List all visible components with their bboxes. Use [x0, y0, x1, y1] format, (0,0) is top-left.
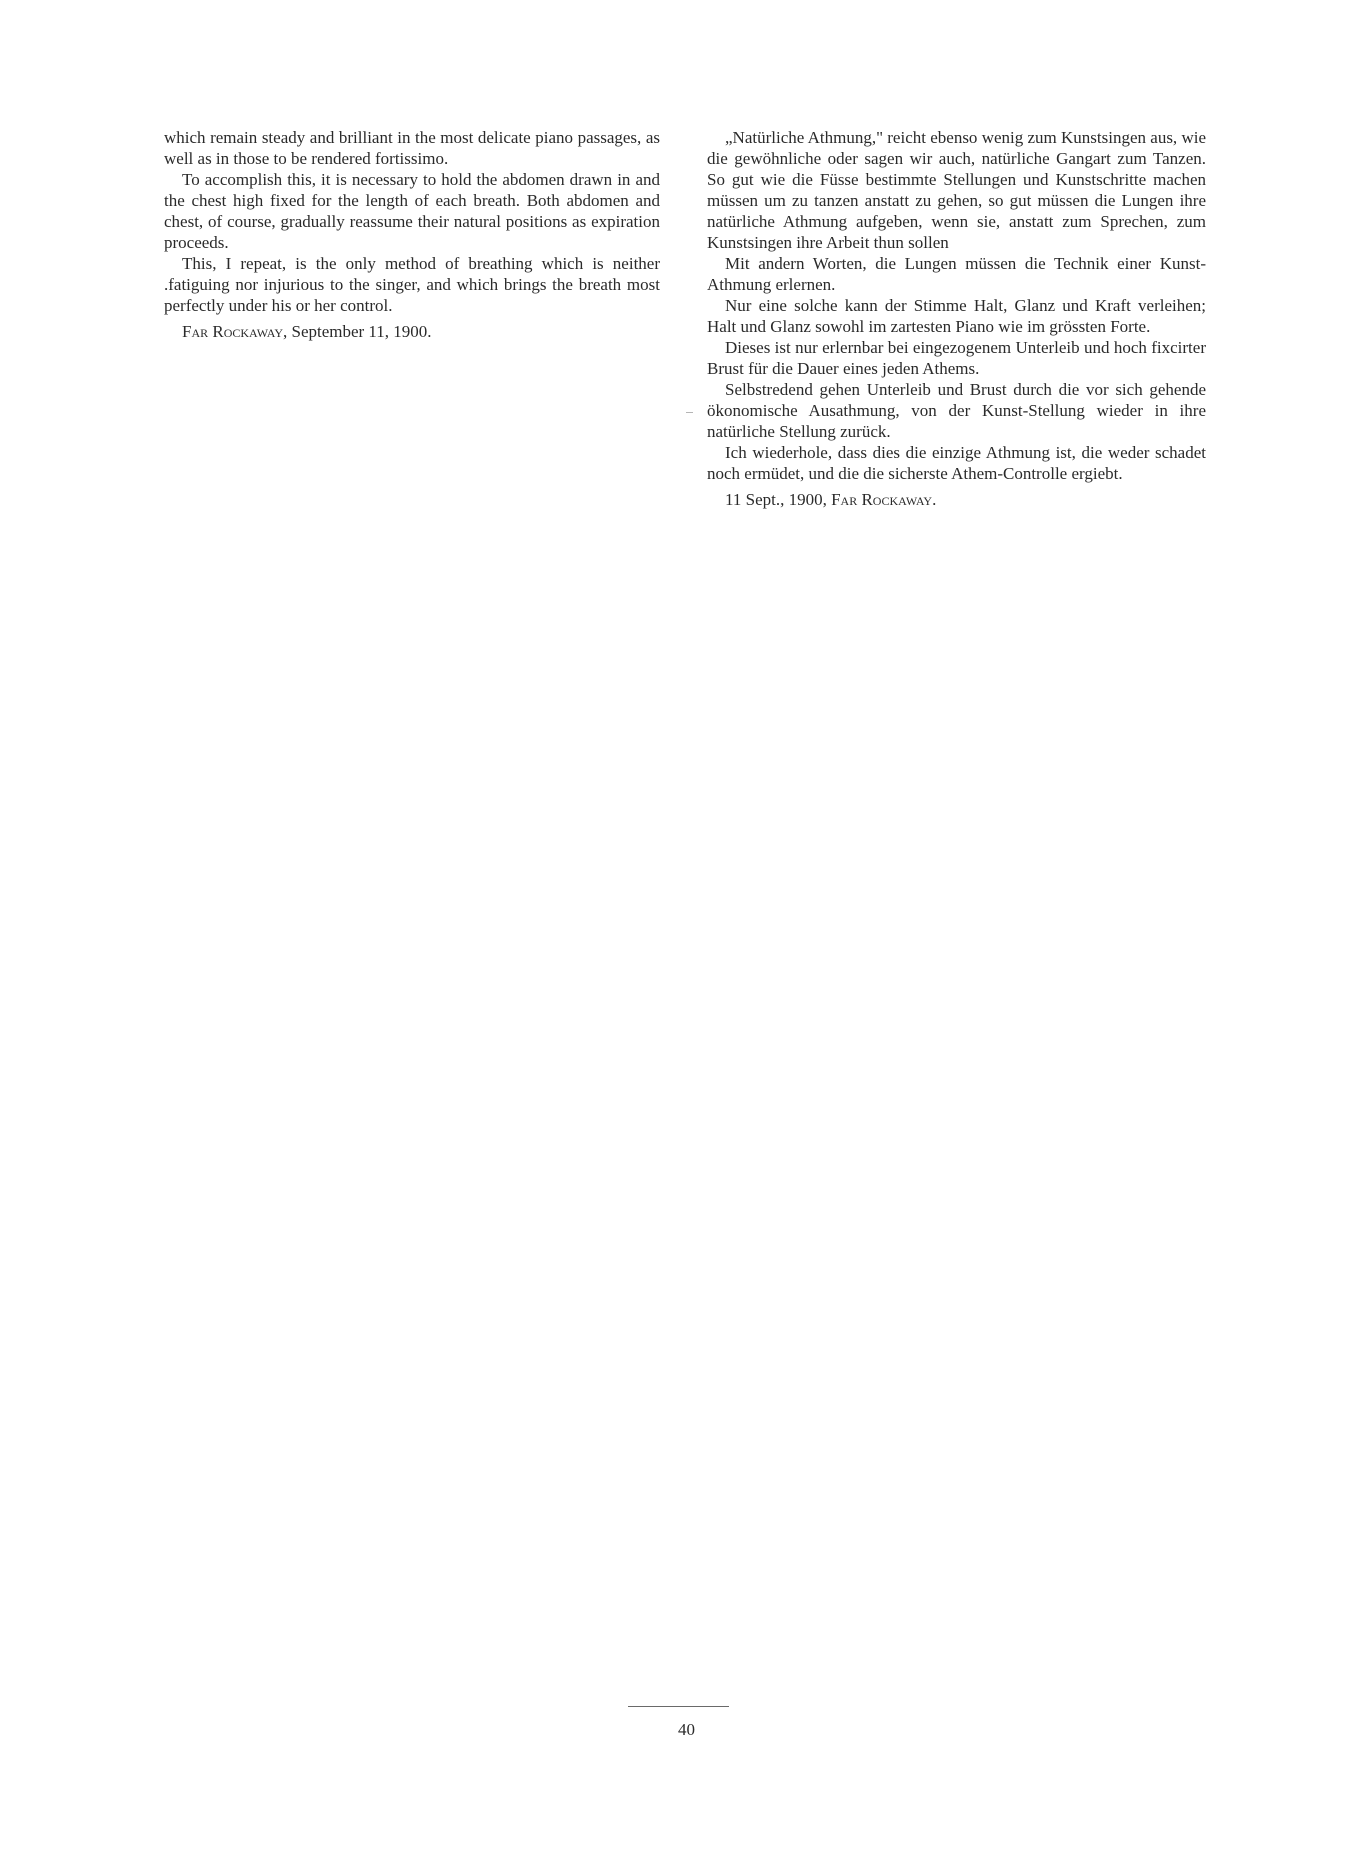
dateline-date: , September 11, 1900.	[282, 322, 432, 341]
dateline	[164, 321, 660, 342]
dateline-place: Far Rockaway.	[831, 490, 937, 509]
paragraph: Ich wiederhole, dass dies die einzige Athmung ist, die weder schadet noch ermüdet, und die die sicherste Athem-Controlle ergiebt.	[707, 443, 1206, 483]
margin-mark	[686, 412, 693, 413]
paragraph: This, I repeat, is the only method of breathing which is neither .fatiguing nor injurious to the singer, and which brings the breath most perfectly under his or her control.	[164, 254, 660, 315]
dateline-place: Far Rockaway	[182, 322, 283, 341]
page-number: 40	[678, 1720, 695, 1739]
dateline-date: 11 Sept., 1900,	[725, 490, 832, 509]
right-column-german	[707, 127, 1206, 510]
paragraph: „Natürliche Athmung," reicht ebenso wenig zum Kunstsingen aus, wie die gewöhnliche oder sagen wir auch, natürliche Gangart zum Tanzen. So gut wie die Füsse bestimmte Stellungen und Kunstschritte machen müssen um zu tanzen anstatt zu gehen, so gut müssen die Lungen ihre natürliche Athmung aufgeben, wenn sie, anstatt zum Sprechen, zum Kunstsingen ihre Arbeit thun sollen	[707, 128, 1206, 252]
paragraph: which remain steady and brilliant in the most delicate piano passages, as well as in those to be rendered fortissimo.	[164, 128, 660, 168]
paragraph: Nur eine solche kann der Stimme Halt, Glanz und Kraft verleihen; Halt und Glanz sowohl im zartesten Piano wie im grössten Forte.	[707, 296, 1206, 336]
paragraph: Selbstredend gehen Unterleib und Brust durch die vor sich gehende ökonomische Ausathmung, von der Kunst-Stellung wieder in ihre natürliche Stellung zurück.	[707, 380, 1206, 441]
dateline	[707, 489, 1206, 510]
left-column-english	[164, 127, 660, 342]
paragraph: Dieses ist nur erlernbar bei eingezogenem Unterleib und hoch fixcirter Brust für die Dauer eines jeden Athems.	[707, 338, 1206, 378]
paragraph: To accomplish this, it is necessary to hold the abdomen drawn in and the chest high fixed for the length of each breath. Both abdomen and chest, of course, gradually reassume their natural positions as expiration proceeds.	[164, 170, 660, 252]
footer-rule	[628, 1706, 729, 1707]
paragraph: Mit andern Worten, die Lungen müssen die Technik einer Kunst-Athmung erlernen.	[707, 254, 1206, 294]
